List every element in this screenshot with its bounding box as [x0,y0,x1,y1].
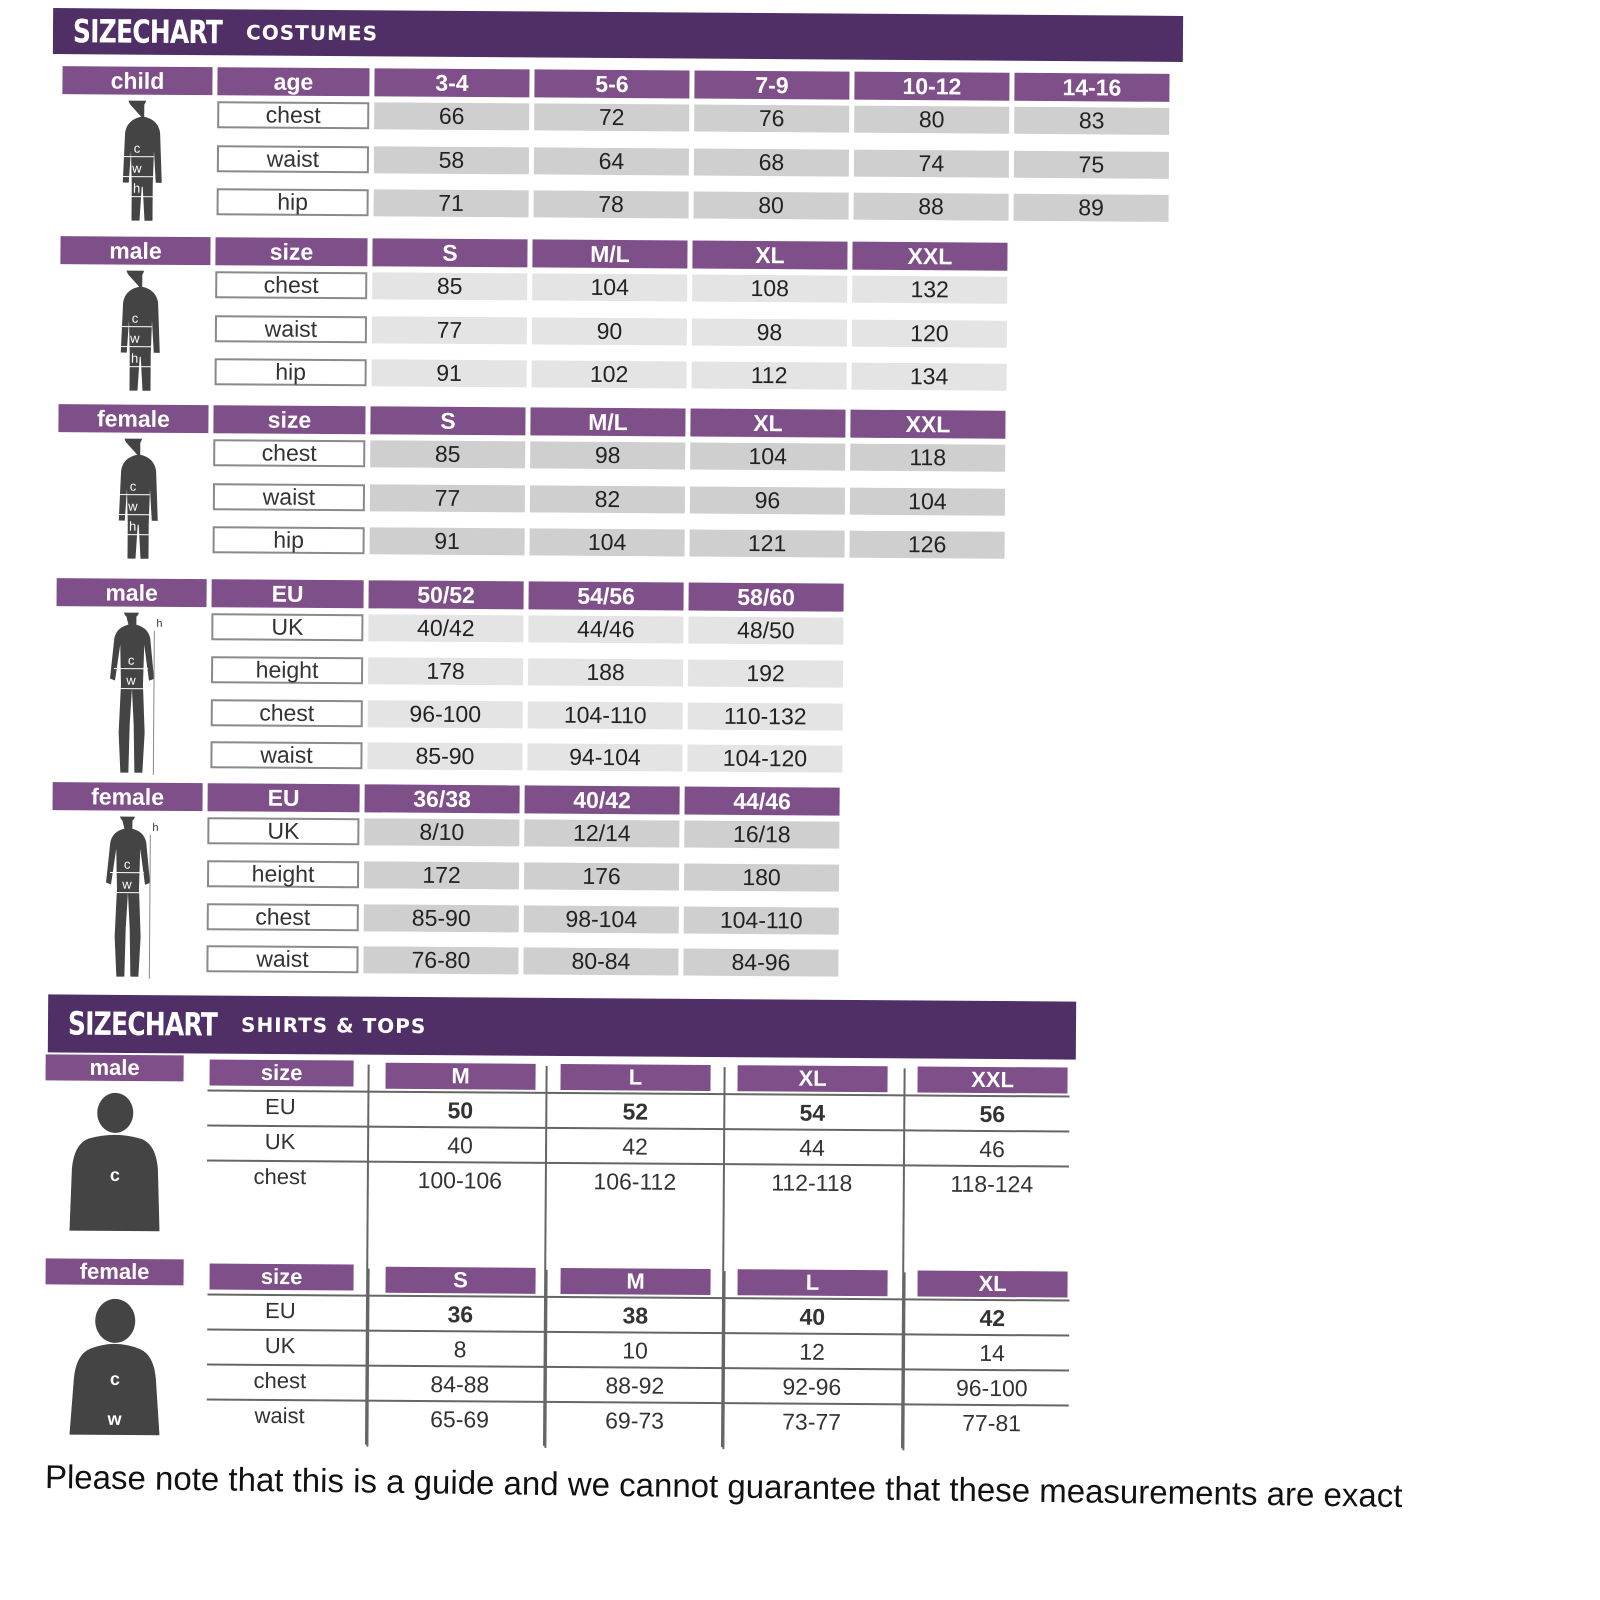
table-cell: 91 [370,528,525,556]
group-label: female [46,1258,184,1285]
column-header: L [737,1269,887,1296]
table-cell: 85-90 [367,743,522,771]
column-header: 40/42 [525,785,680,814]
table-cell: 92-96 [782,1373,842,1400]
column-header: XXL [917,1066,1067,1093]
figure-letter-w: w [132,160,142,176]
column-header: 7-9 [694,71,849,100]
figure-letter-w: w [122,876,132,892]
column-header: 44/46 [684,787,839,816]
table-cell: 176 [524,862,679,890]
figure-letter-c: c [131,310,139,326]
key-label: size [213,405,365,434]
row-label: UK [264,1332,296,1359]
table-cell: 96-100 [955,1374,1028,1402]
column-header: M/L [530,407,685,436]
table-cell: 90 [532,317,687,345]
row-label: waist [217,145,369,173]
full-body-figure-icon [51,816,202,982]
column-header: XXL [852,242,1007,271]
female-bust-icon [69,1293,160,1444]
table-cell: 40/42 [368,614,523,642]
row-label: waist [215,315,367,343]
group-label: female [58,404,208,433]
table-cell: 94-104 [527,744,682,772]
table-cell: 77 [372,316,527,344]
row-label: chest [253,1163,307,1190]
table-cell: 120 [852,319,1007,347]
row-label: hip [213,527,365,555]
row-label: waist [206,945,358,973]
row-label: chest [213,439,365,467]
column-header: 50/52 [369,580,524,609]
figure-letter-c: c [129,478,137,494]
table-cell: 88 [854,193,1009,221]
table-cell: 112 [692,362,847,390]
disclaimer-note: Please note that this is a guide and we cannot guarantee that these measurements are exact [44,1458,1403,1514]
column-header: 3-4 [374,68,529,97]
table-cell: 192 [688,659,843,687]
costume-section-3 [55,578,1163,785]
table-cell: 77-81 [962,1409,1022,1437]
figure-letter-h: h [133,180,141,196]
figure-letter-c: c [127,652,135,668]
table-cell: 84-88 [430,1371,490,1398]
column-divider [902,1272,905,1450]
table-cell: 91 [372,360,527,388]
costumes-banner-title: SIZECHART [72,12,223,52]
row-label: waist [210,741,362,769]
table-cell: 38 [622,1302,649,1329]
column-header: XL [690,409,845,438]
figure-letter-w: w [128,498,138,514]
row-label: height [211,656,363,684]
table-cell: 132 [852,276,1007,304]
table-cell: 8/10 [364,818,519,846]
table-cell: 112-118 [771,1169,853,1197]
table-cell: 36 [447,1301,474,1328]
table-cell: 178 [368,657,523,685]
table-cell: 96-100 [368,700,523,728]
column-header: 10-12 [854,72,1009,101]
costume-section-0 [61,66,1169,233]
table-cell: 84-96 [683,949,838,977]
column-header: S [370,406,525,435]
table-cell: 96 [690,486,845,514]
row-label: hip [215,359,367,387]
table-cell: 40 [799,1303,826,1330]
row-label: EU [264,1093,296,1120]
column-divider [366,1269,369,1447]
key-label: age [217,67,369,96]
column-header: 58/60 [688,583,843,612]
column-header: M [385,1063,535,1090]
table-cell: 44 [799,1134,825,1161]
table-cell: 10 [622,1337,648,1364]
table-cell: 104-110 [684,906,839,934]
row-label: waist [254,1402,305,1429]
column-divider [722,1271,725,1449]
table-cell: 100-106 [417,1167,503,1194]
column-header: 36/38 [365,784,520,813]
table-cell: 8 [453,1336,467,1363]
table-cell: 80-84 [523,948,678,976]
row-label: UK [207,817,359,845]
table-cell: 88-92 [605,1372,665,1399]
table-cell: 78 [534,191,689,219]
table-cell: 180 [684,863,839,891]
table-cell: 76-80 [363,947,518,975]
table-cell: 54 [799,1099,826,1126]
column-header: XL [737,1065,887,1092]
table-cell: 14 [979,1339,1005,1367]
table-cell: 44/46 [528,615,683,643]
torso-figure-icon [59,270,210,396]
table-cell: 64 [534,147,689,175]
column-header: M [560,1268,710,1295]
table-cell: 83 [1014,107,1169,135]
table-cell: 58 [374,146,529,174]
shirts-female-table [44,1258,1075,1465]
costume-section-1 [59,236,1167,403]
key-label: size [209,1060,353,1087]
table-cell: 172 [364,861,519,889]
figure-letter-h: h [131,350,139,366]
figure-letter-h: h [152,821,159,834]
table-cell: 42 [622,1133,648,1160]
table-cell: 56 [979,1100,1006,1128]
costume-section-2 [57,404,1165,571]
table-cell: 50 [447,1097,474,1124]
column-header: 54/56 [529,581,684,610]
table-cell: 121 [690,530,845,558]
costume-section-4 [51,782,1159,989]
table-cell: 74 [854,149,1009,177]
key-label: size [215,237,367,266]
row-label: chest [207,903,359,931]
shirts-banner [48,994,1076,1059]
male-bust-icon [69,1089,160,1240]
column-header: S [385,1267,535,1294]
table-cell: 65-69 [430,1406,490,1433]
table-cell: 104 [532,273,687,301]
table-cell: 118 [850,444,1005,472]
table-cell: 110-132 [688,702,843,730]
table-cell: 80 [694,192,849,220]
table-cell: 73-77 [782,1408,842,1435]
column-header: XL [917,1270,1067,1297]
table-cell: 77 [370,484,525,512]
torso-figure-icon [61,100,212,226]
figure-letter-w: w [126,672,136,688]
table-cell: 104 [850,487,1005,515]
table-cell: 75 [1014,150,1169,178]
row-label: UK [264,1128,296,1155]
table-cell: 118-124 [950,1170,1034,1198]
table-cell: 12 [799,1338,825,1365]
table-cell: 69-73 [605,1407,665,1434]
row-label: chest [253,1367,307,1394]
row-label: chest [211,699,363,727]
figure-letter-w: w [130,330,140,346]
group-label: male [46,1054,184,1081]
table-cell: 66 [374,102,529,130]
table-cell: 80 [854,106,1009,134]
table-cell: 85-90 [364,904,519,932]
row-label: hip [217,189,369,217]
table-cell: 108 [692,275,847,303]
group-label: child [62,66,212,95]
key-label: EU [212,579,364,608]
key-label: EU [208,783,360,812]
shirts-banner-title: SIZECHART [67,1004,218,1044]
figure-letter-h: h [156,617,163,630]
table-cell: 98 [530,441,685,469]
table-cell: 89 [1014,194,1169,222]
table-cell: 42 [979,1304,1006,1332]
full-body-figure-icon [55,612,206,778]
torso-figure-icon [57,438,208,564]
row-label: chest [215,271,367,299]
group-label: female [53,782,203,811]
column-divider [544,1270,547,1448]
row-label: EU [264,1297,296,1324]
table-cell: 104 [530,529,685,557]
table-cell: 102 [532,361,687,389]
table-cell: 126 [850,531,1005,559]
table-cell: 12/14 [524,819,679,847]
group-label: male [60,236,210,265]
table-cell: 188 [528,658,683,686]
shirts-banner-subtitle: SHIRTS & TOPS [241,1012,427,1039]
figure-letter-c: c [123,856,131,872]
svg-text:c: c [109,1368,120,1389]
table-cell: 104-110 [528,701,683,729]
column-header: XL [692,241,847,270]
table-cell: 104 [690,443,845,471]
table-cell: 52 [622,1098,649,1125]
table-cell: 48/50 [688,617,843,645]
column-header: 14-16 [1014,73,1169,102]
table-cell: 71 [374,190,529,218]
figure-letter-c: c [133,140,141,156]
column-header: S [372,238,527,267]
column-header: L [560,1064,710,1091]
svg-text:c: c [109,1164,120,1185]
group-label: male [57,578,207,607]
table-cell: 76 [694,105,849,133]
row-label: chest [217,101,369,129]
svg-text:w: w [107,1408,122,1429]
table-cell: 72 [534,103,689,131]
table-cell: 134 [852,363,1007,391]
figure-letter-h: h [129,518,137,534]
costumes-banner-subtitle: COSTUMES [246,20,379,46]
column-header: M/L [532,239,687,268]
table-cell: 85 [372,272,527,300]
table-cell: 46 [979,1135,1005,1163]
table-cell: 85 [370,440,525,468]
table-cell: 40 [447,1132,473,1159]
table-cell: 106-112 [593,1168,677,1195]
table-cell: 16/18 [684,821,839,849]
column-header: 5-6 [534,69,689,98]
row-label: waist [213,483,365,511]
column-header: XXL [850,410,1005,439]
table-cell: 98-104 [524,905,679,933]
row-label: height [207,860,359,888]
table-cell: 68 [694,148,849,176]
table-cell: 98 [692,318,847,346]
key-label: size [209,1264,353,1291]
table-cell: 104-120 [687,745,842,773]
table-cell: 82 [530,485,685,513]
row-label: UK [211,613,363,641]
costumes-banner [53,8,1183,62]
shirts-male-table [44,1054,1075,1261]
